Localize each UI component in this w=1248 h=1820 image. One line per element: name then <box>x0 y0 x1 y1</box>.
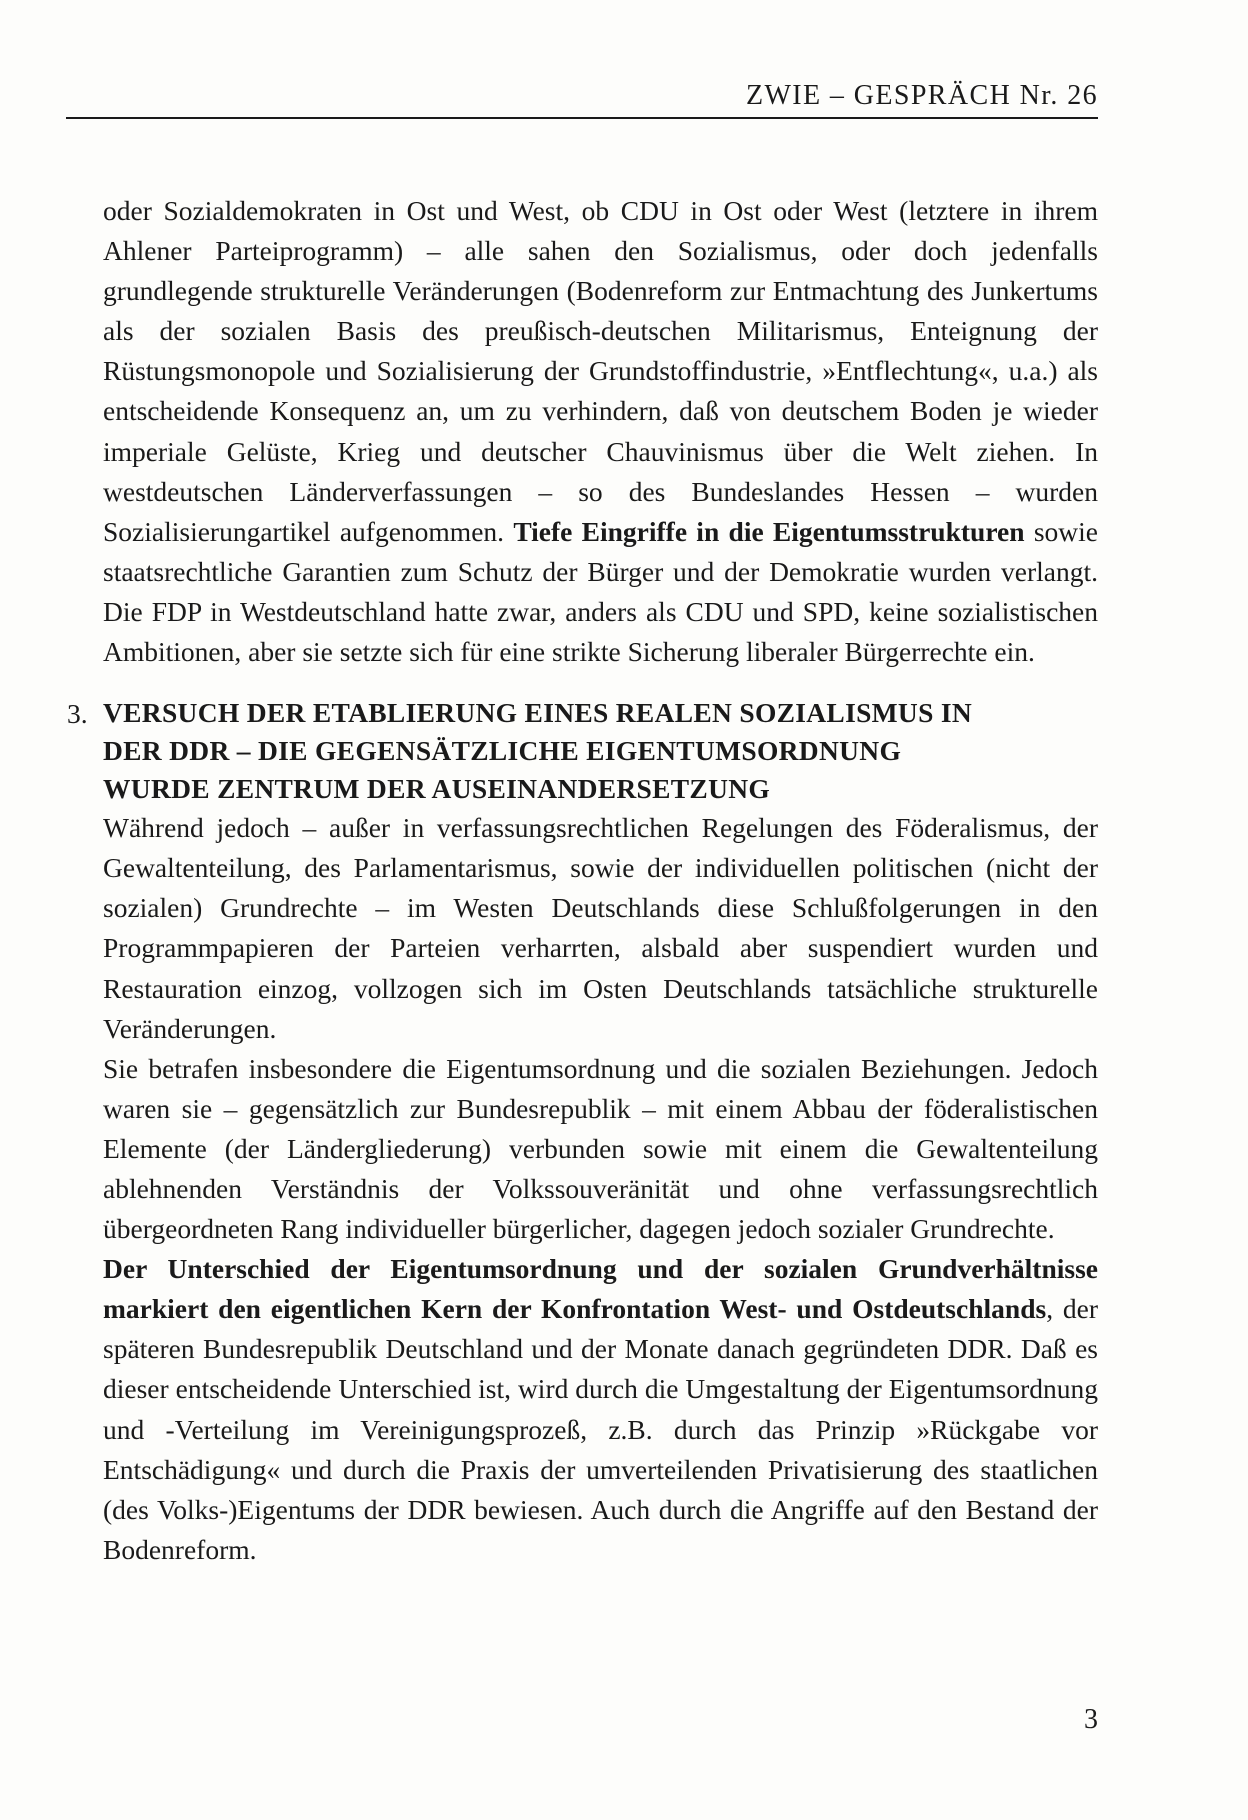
section-paragraph-3-rest: , der späteren Bundesrepublik Deutschland und der Monate danach gegründeten DDR. Daß es dieser entscheidende Unterschied ist, wird durch die Umgestaltung der Eigentumsordnung und -Verteilung im Vereinigungsprozeß, z.B. durch das Prinzip »Rückgabe vor Entschädigung« und durch die Praxis der umverteilenden Privatisierung des staatlichen (des Volks-)Eigentums der DDR bewiesen. Auch durch die Angriffe auf den Bestand der Bodenreform. <box>103 1293 1098 1565</box>
section-paragraph-1: Während jedoch – außer in verfassungsrechtlichen Regelungen des Föderalismus, der Gewaltenteilung, des Parlamentarismus, sowie der individuellen politischen (nicht der sozialen) Grundrechte – im Westen Deutschlands diese Schlußfolgerungen in den Programmpapieren der Parteien verharrten, alsbald aber suspendiert wurden und Restauration einzog, vollzogen sich im Osten Deutschlands tatsächliche strukturelle Veränderungen. <box>103 812 1098 1044</box>
paragraph-intro-part-2: sowie staatsrechtliche Garantien zum Schutz der Bürger und der Demokratie wurden verlangt. Die FDP in Westdeutschland hatte zwar, anders als CDU und SPD, keine sozialistischen Ambitionen, aber sie setzte sich für eine strikte Sicherung liberaler Bürgerrechte ein. <box>103 515 1098 668</box>
section-heading-line: WURDE ZENTRUM DER AUSEINANDERSETZUNG <box>103 773 771 805</box>
section-heading-line: DER DDR – DIE GEGENSÄTZLICHE EIGENTUMSORDNUNG <box>103 735 902 767</box>
section-heading-line: VERSUCH DER ETABLIERUNG EINES REALEN SOZIALISMUS IN <box>103 697 973 729</box>
paragraph-intro-bold: Tiefe Eingriffe in die Eigentumsstrukturen <box>513 515 1025 547</box>
section-paragraph-2: Sie betrafen insbesondere die Eigentumsordnung und die sozialen Beziehungen. Jedoch waren sie – gegensätzlich zur Bundesrepublik – mit einem Abbau der föderalistischen Elemente (der Ländergliederung) verbunden sowie mit einem die Gewaltenteilung ablehnenden Verständnis der Volkssouveränität und ohne verfassungsrechtlich übergeordneten Rang individueller bürgerlicher, dagegen jedoch sozialer Grundrechte. <box>103 1052 1098 1245</box>
page-number: 3 <box>1084 1704 1098 1735</box>
section-number: 3. <box>67 698 88 730</box>
section-heading <box>103 694 1098 808</box>
header-rule <box>66 117 1098 119</box>
paragraph-intro-part-1: oder Sozialdemokraten in Ost und West, ob CDU in Ost oder West (letztere in ihrem Ahlener Parteiprogramm) – alle sahen den Sozialismus, oder doch jedenfalls grundlegende strukturelle Veränderungen (Bodenreform zur Entmachtung des Junkertums als der sozialen Basis des preußisch-deutschen Militarismus, Enteignung der Rüstungsmonopole und Sozialisierung der Grundstoffindustrie, »Entflechtung«, u.a.) als entscheidende Konsequenz an, um zu verhindern, daß von deutschem Boden je wieder imperiale Gelüste, Krieg und deutscher Chauvinismus über die Welt ziehen. In westdeutschen Länderverfassungen – so des Bundeslandes Hessen – wurden Sozialisierungartikel aufgenommen. <box>103 195 1098 547</box>
section-3 <box>67 694 1098 1570</box>
paragraph-intro <box>103 191 1098 672</box>
running-header: ZWIE – GESPRÄCH Nr. 26 <box>745 80 1098 111</box>
page-body <box>67 191 1098 1570</box>
section-paragraph-3-bold: Der Unterschied der Eigentumsordnung und der sozialen Grundverhältnisse markiert den eigentlichen Kern der Konfrontation West- und Ostdeutschlands <box>103 1253 1098 1325</box>
section-paragraph-3 <box>103 1249 1098 1570</box>
